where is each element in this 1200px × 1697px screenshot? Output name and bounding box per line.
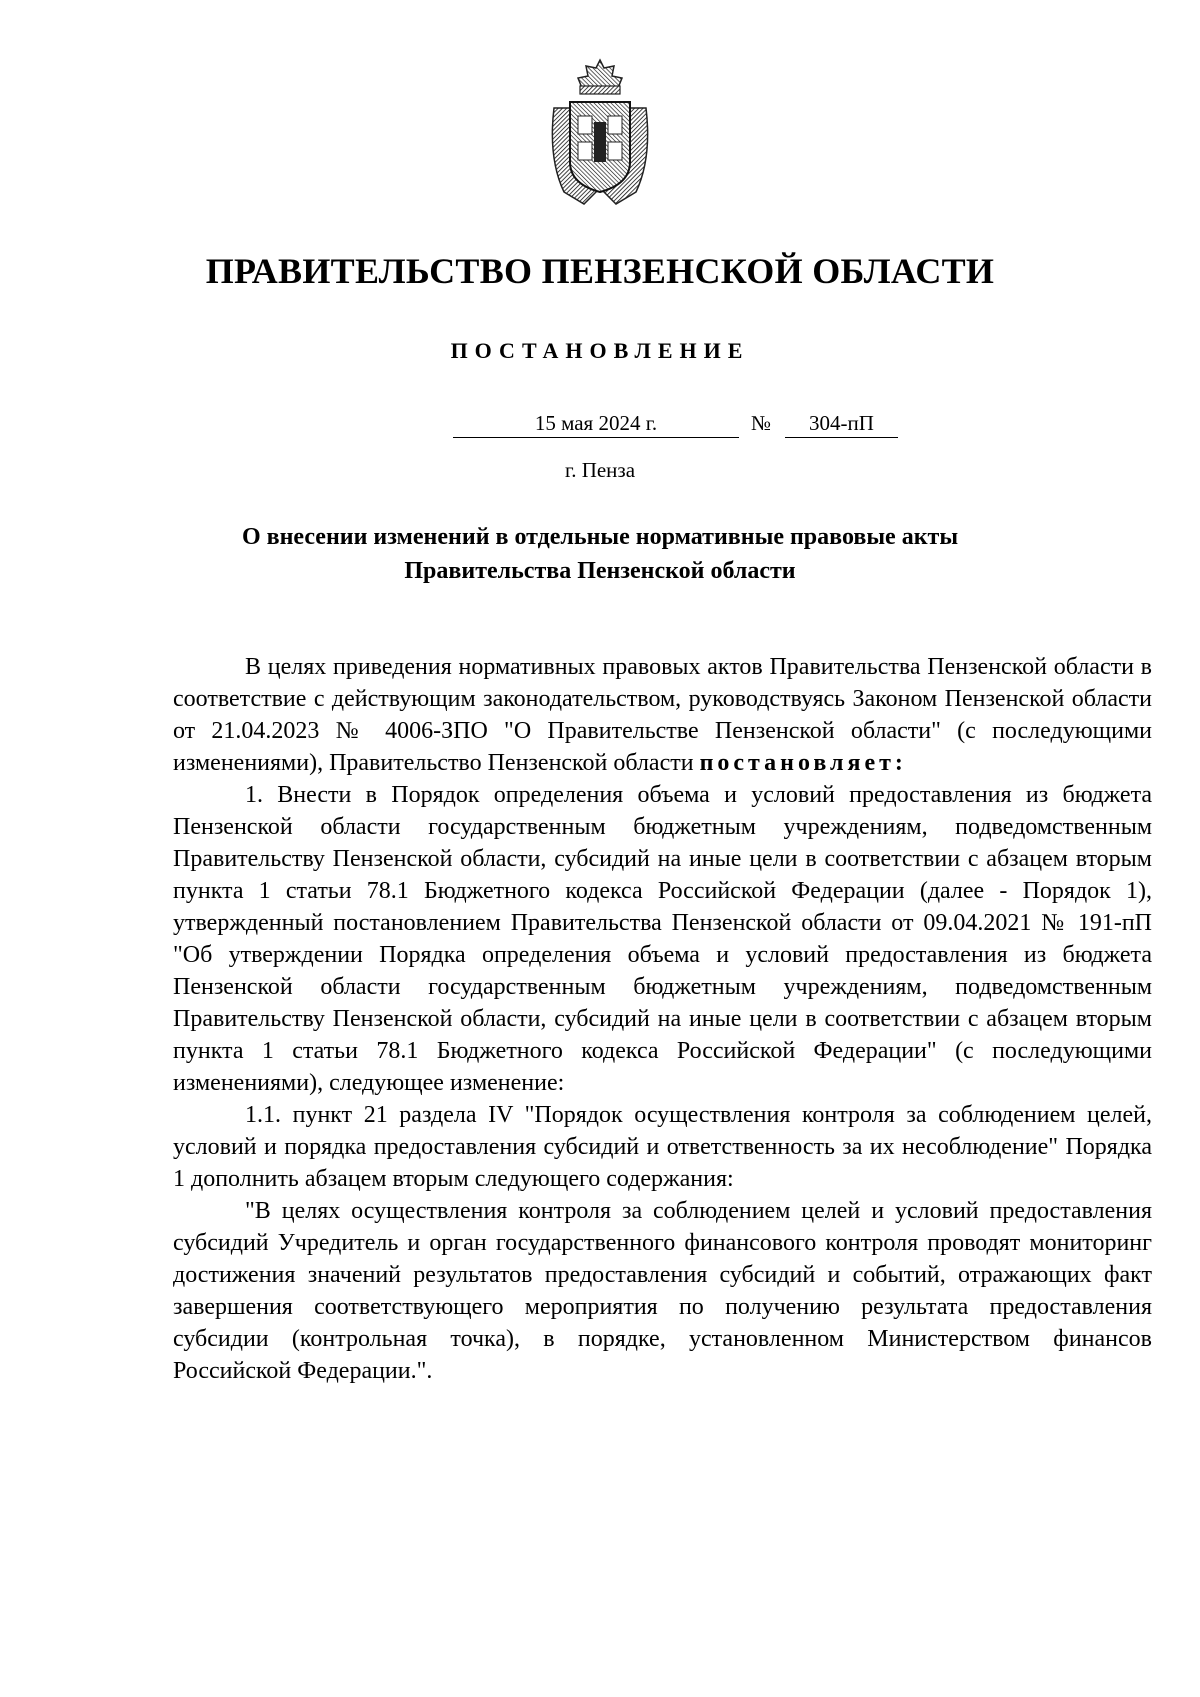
- paragraph-preamble: [173, 651, 1152, 779]
- document-type: ПОСТАНОВЛЕНИЕ: [450, 338, 750, 363]
- number-sign: №: [751, 411, 772, 435]
- document-city: г. Пенза: [564, 458, 636, 482]
- decree-word: постановляет:: [699, 750, 907, 776]
- paragraph-quoted-amendment: "В целях осуществления контроля за соблюдением целей и условий предоставления субсидий Учредитель и орган государственного финансового контроля проводят мониторинг достижения значений результатов предоставления субсидий и событий, отражающих факт завершения соответствующего мероприятия по получению результата предоставления субсидии (контрольная точка), в порядке, установленном Министерством финансов Российской Федерации.".: [173, 1198, 1152, 1384]
- document-subject: [150, 520, 1050, 588]
- preamble-text: В целях приведения нормативных правовых актов Правительства Пензенской области в соответствие с действующим законодательством, руководствуясь Законом Пензенской области от 21.04.2023 № 4006-ЗПО "О Правительстве Пензенской области" (с последующими изменениями), Правительство Пензенской области: [173, 654, 1152, 776]
- subject-line-2: Правительства Пензенской области: [404, 558, 796, 584]
- government-title: ПРАВИТЕЛЬСТВО ПЕНЗЕНСКОЙ ОБЛАСТИ: [205, 251, 995, 291]
- document-number: 304-пП: [785, 411, 898, 438]
- document-body: [173, 651, 1152, 1387]
- penza-coat-of-arms-icon: [540, 58, 660, 208]
- paragraph-item-1-1: 1.1. пункт 21 раздела IV "Порядок осуществления контроля за соблюдением целей, условий и порядка предоставления субсидий и ответственность за их несоблюдение" Порядка 1 дополнить абзацем вторым следующего содержания:: [173, 1102, 1152, 1192]
- subject-line-1: О внесении изменений в отдельные нормативные правовые акты: [241, 524, 959, 550]
- document-date: 15 мая 2024 г.: [453, 411, 739, 438]
- paragraph-item-1: 1. Внести в Порядок определения объема и условий предоставления из бюджета Пензенской области государственным бюджетным учреждениям, подведомственным Правительству Пензенской области, субсидий на иные цели в соответствии с абзацем вторым пункта 1 статьи 78.1 Бюджетного кодекса Российской Федерации (далее - Порядок 1), утвержденный постановлением Правительства Пензенской области от 09.04.2021 № 191-пП "Об утверждении Порядка определения объема и условий предоставления из бюджета Пензенской области государственным бюджетным учреждениям, подведомственным Правительству Пензенской области, субсидий на иные цели в соответствии с абзацем вторым пункта 1 статьи 78.1 Бюджетного кодекса Российской Федерации" (с последующими изменениями), следующее изменение:: [173, 782, 1152, 1096]
